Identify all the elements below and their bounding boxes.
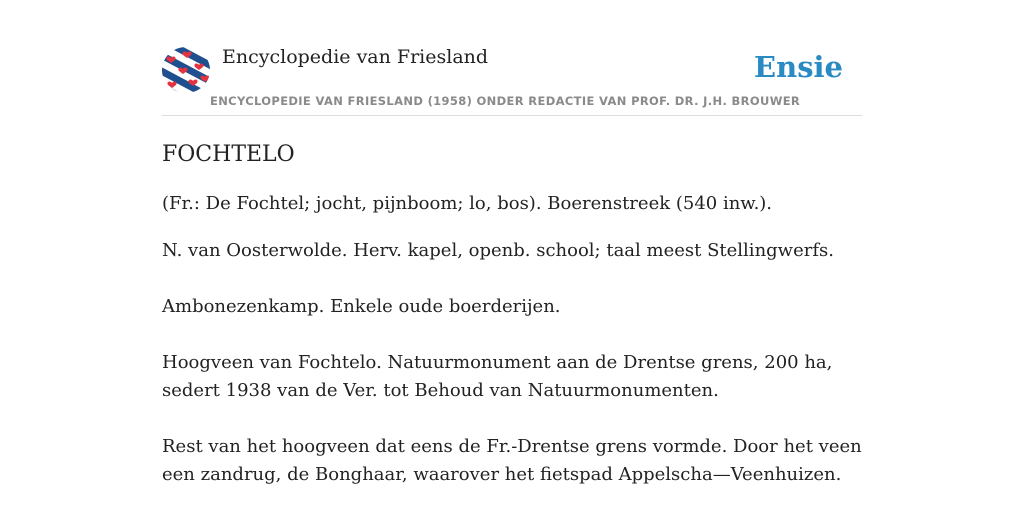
frisian-flag-logo-icon[interactable] [162,47,210,93]
article-paragraph: (Fr.: De Fochtel; jocht, pijnboom; lo, bos). Boerenstreek (540 inw.). [162,193,773,214]
brand-logo-text[interactable]: Ensie [754,50,843,84]
article-paragraph: Rest van het hoogveen dat eens de Fr.-Drentse grens vormde. Door het veen een zandrug, de Bonghaar, waarover het fietspad Appelscha—Veenhuizen. [162,436,862,485]
header-divider [162,115,862,116]
article-paragraph: Ambonezenkamp. Enkele oude boerderijen. [162,296,561,317]
article-paragraph: Hoogveen van Fochtelo. Natuurmonument aan de Drentse grens, 200 ha, sedert 1938 van de Ver. tot Behoud van Natuurmonumenten. [162,352,833,401]
article-paragraph: N. van Oosterwolde. Herv. kapel, openb. school; taal meest Stellingwerfs. [162,240,834,261]
encyclopedia-subtitle: ENCYCLOPEDIE VAN FRIESLAND (1958) ONDER REDACTIE VAN PROF. DR. J.H. BROUWER [210,94,801,108]
article [162,140,862,489]
article-title: FOCHTELO [162,142,295,167]
site-title[interactable]: Encyclopedie van Friesland [222,46,489,68]
